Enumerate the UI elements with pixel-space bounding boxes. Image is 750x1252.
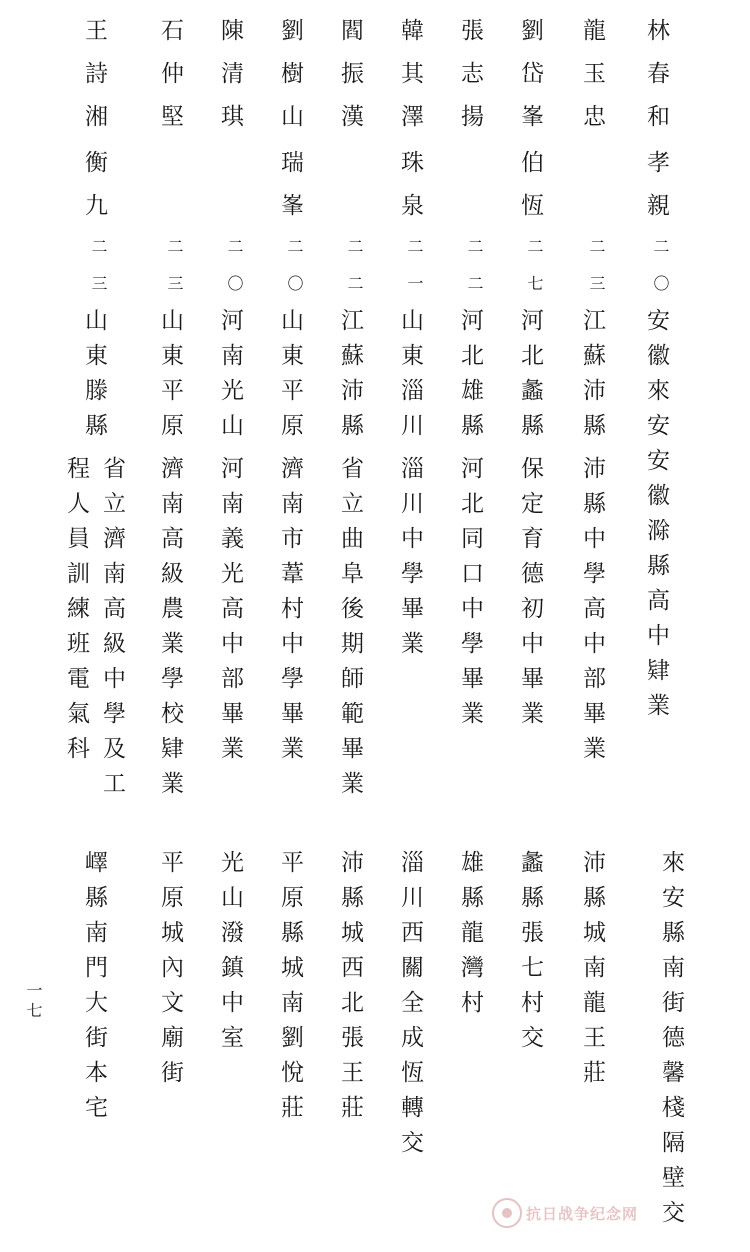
record-9-school: 濟南高級農業學校肄業 [157, 456, 183, 806]
record-6-address: 沛縣城西北張王莊 [337, 850, 363, 1130]
record-9-address: 平原城內文廟街 [157, 850, 183, 1095]
record-10-name: 王詩湘 [81, 18, 107, 147]
record-2-name: 龍玉忠 [579, 18, 605, 147]
record-6-school: 省立曲阜後期師範畢業 [337, 456, 363, 806]
record-3-name: 劉岱峯 [517, 18, 543, 147]
watermark-seal-icon [492, 1198, 522, 1228]
record-4-school: 河北同口中學畢業 [457, 456, 483, 736]
record-10-courtesy: 衡九 [81, 150, 107, 236]
watermark [492, 1198, 638, 1228]
record-2-address: 沛縣城南龍王莊 [579, 850, 605, 1095]
record-4-native-place: 河北雄縣 [457, 308, 483, 448]
record-6-native-place: 江蘇沛縣 [337, 308, 363, 448]
record-5-age: 二一 [405, 238, 424, 312]
record-8-school: 河南義光高中部畢業 [217, 456, 243, 771]
record-5-address: 淄川西關全成恆轉交 [397, 850, 423, 1165]
record-9-age: 二三 [165, 238, 184, 312]
record-1-name: 林春和 [643, 18, 669, 147]
record-7-courtesy: 瑞峯 [277, 150, 303, 236]
record-10-school-line-1: 省立濟南高級中學及工 [99, 456, 125, 806]
record-3-address: 蠡縣張七村交 [517, 850, 543, 1060]
record-1-native-place: 安徽來安 [643, 308, 669, 448]
record-4-name: 張志揚 [457, 18, 483, 147]
record-7-native-place: 山東平原 [277, 308, 303, 448]
page-number: 一七 [24, 982, 43, 1022]
record-10-age: 二三 [89, 238, 108, 312]
record-1-age: 二〇 [651, 238, 670, 312]
record-3-school: 保定育德初中畢業 [517, 456, 543, 736]
record-1-courtesy: 孝親 [643, 150, 669, 236]
record-9-name: 石仲堅 [157, 18, 183, 147]
record-2-school: 沛縣中學高中部畢業 [579, 456, 605, 771]
record-2-native-place: 江蘇沛縣 [579, 308, 605, 448]
record-8-age: 二〇 [225, 238, 244, 312]
record-4-age: 二二 [465, 238, 484, 312]
record-8-native-place: 河南光山 [217, 308, 243, 448]
watermark-text: 抗日战争纪念网 [526, 1204, 639, 1223]
record-5-school: 淄川中學畢業 [397, 456, 423, 666]
record-8-name: 陳清琪 [217, 18, 243, 147]
record-4-address: 雄縣龍灣村 [457, 850, 483, 1025]
record-10-native-place: 山東滕縣 [81, 308, 107, 448]
record-3-native-place: 河北蠡縣 [517, 308, 543, 448]
record-10-address: 嶧縣南門大街本宅 [81, 850, 107, 1130]
record-7-name: 劉樹山 [277, 18, 303, 147]
record-1-address: 來安縣南街德馨棧隔壁交 [658, 850, 684, 1235]
record-5-name: 韓其澤 [397, 18, 423, 147]
record-9-native-place: 山東平原 [157, 308, 183, 448]
record-5-native-place: 山東淄川 [397, 308, 423, 448]
record-7-address: 平原縣城南劉悅莊 [277, 850, 303, 1130]
record-7-age: 二〇 [285, 238, 304, 312]
record-6-name: 閻振漢 [337, 18, 363, 147]
record-1-school: 安徽滁縣高中肄業 [643, 448, 669, 728]
record-5-courtesy: 珠泉 [397, 150, 423, 236]
record-7-school: 濟南市葦村中學畢業 [277, 456, 303, 771]
record-10-school-line-2: 程人員訓練班電氣科 [63, 456, 89, 771]
record-8-address: 光山潑鎮中室 [217, 850, 243, 1060]
record-2-age: 二三 [587, 238, 606, 312]
record-3-age: 二七 [525, 238, 544, 312]
record-6-age: 二二 [345, 238, 364, 312]
record-3-courtesy: 伯恆 [517, 150, 543, 236]
